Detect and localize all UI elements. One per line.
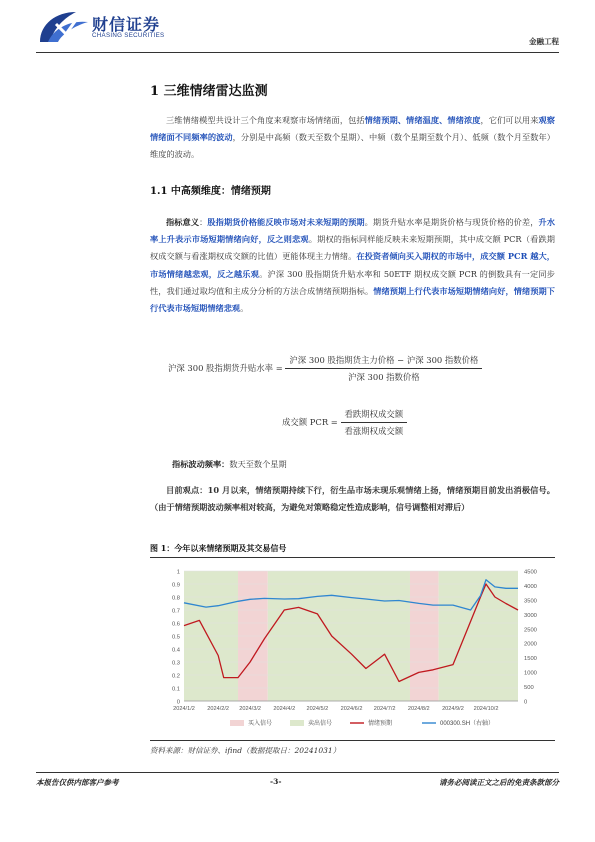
meaning-text-1: 。期货升贴水率是期货价格与现货价格的价差， bbox=[364, 217, 539, 227]
frequency-line bbox=[172, 459, 287, 470]
footer-divider bbox=[36, 772, 559, 773]
legend-swatch bbox=[230, 720, 244, 726]
meaning-label: 指标意义 bbox=[166, 217, 200, 227]
y-right-tick-label: 1500 bbox=[524, 656, 537, 663]
y-right-tick-label: 4500 bbox=[524, 569, 537, 576]
y-left-tick-label: 0.2 bbox=[171, 673, 180, 680]
legend-label: 买入信号 bbox=[248, 721, 273, 727]
figure-top-divider bbox=[150, 557, 555, 558]
view-text: 10 月以来，情绪预期持续下行，衍生品市场未现乐观情绪上扬，情绪预期目前发出消极信号。（由于情绪预期波动频率相对较高，为避免对策略稳定性造成影响，信号调整相对滞后） bbox=[150, 485, 555, 513]
x-tick-label: 2024/6/2 bbox=[340, 706, 363, 712]
view-label: 目前观点： bbox=[166, 485, 208, 495]
logo-text-en: CHASING SECURITIES bbox=[92, 32, 165, 39]
formula-pcr-fraction bbox=[341, 408, 408, 437]
intro-paragraph bbox=[150, 112, 555, 164]
company-logo-icon bbox=[36, 10, 90, 46]
formula-pcr-lhs: 成交额 PCR = bbox=[282, 417, 338, 427]
y-left-tick-label: 0.8 bbox=[171, 595, 180, 602]
x-tick-label: 2024/4/2 bbox=[273, 706, 296, 712]
meaning-colon: ： bbox=[199, 217, 208, 227]
subsection-title: 1.1 中高频维度：情绪预期 bbox=[150, 186, 271, 197]
y-left-tick-label: 0.5 bbox=[171, 634, 180, 641]
intro-text-1: 三维情绪模型共设计三个角度来观察市场情绪面，包括 bbox=[166, 115, 365, 125]
meaning-highlight-1: 股指期货价格能反映市场对未来短期的预期 bbox=[207, 217, 365, 227]
formula-pcr-numerator: 看跌期权成交额 bbox=[341, 408, 408, 423]
frequency-label: 指标波动频率： bbox=[172, 459, 230, 469]
y-left-tick-label: 0.3 bbox=[171, 660, 180, 667]
meaning-highlight-2: 升水率上升表示市场短期情绪向好，反之则悲观 bbox=[150, 217, 555, 245]
y-axis-right-labels bbox=[524, 570, 537, 706]
y-right-tick-label: 3500 bbox=[524, 598, 537, 605]
y-left-tick-label: 0.4 bbox=[171, 647, 180, 654]
intro-text-3: ，分别是中高频（数天至数个星期）、中频（数个星期至数个月）、低频（数个月至数年）维度的波动。 bbox=[150, 132, 555, 160]
meaning-text-4: 。 bbox=[240, 303, 249, 314]
figure-source: 资料来源：财信证券、ifind（数据提取日：20241031） bbox=[150, 746, 341, 755]
formula-pcr bbox=[282, 408, 407, 437]
figure-bottom-divider bbox=[150, 740, 555, 741]
footer-disclaimer-left: 本报告仅供内部客户参考 bbox=[36, 778, 119, 787]
y-left-tick-label: 0 bbox=[176, 699, 180, 706]
y-right-tick-label: 2000 bbox=[524, 641, 537, 648]
legend-label: 卖出信号 bbox=[308, 721, 333, 727]
view-paragraph bbox=[150, 482, 555, 516]
formula-basis-rate bbox=[168, 354, 482, 383]
x-tick-label: 2024/7/2 bbox=[373, 706, 396, 712]
header-category: 金融工程 bbox=[529, 37, 559, 46]
page-number: -3- bbox=[270, 777, 282, 786]
y-right-tick-label: 2500 bbox=[524, 627, 537, 634]
x-tick-label: 2024/8/2 bbox=[407, 706, 430, 712]
figure-title: 图 1：今年以来情绪预期及其交易信号 bbox=[150, 543, 287, 553]
y-right-tick-label: 4000 bbox=[524, 583, 537, 590]
frequency-value: 数天至数个星期 bbox=[229, 459, 287, 469]
x-tick-label: 2024/9/2 bbox=[442, 706, 464, 712]
formula-basis-denominator: 沪深 300 指数价格 bbox=[348, 372, 420, 382]
footer-disclaimer-right: 请务必阅读正文之后的免责条款部分 bbox=[439, 778, 559, 787]
x-tick-label: 2024/5/2 bbox=[306, 706, 329, 712]
section-title: 1 三维情绪雷达监测 bbox=[150, 84, 268, 99]
y-right-tick-label: 500 bbox=[524, 685, 534, 692]
meaning-paragraph bbox=[150, 214, 555, 317]
formula-pcr-denominator: 看涨期权成交额 bbox=[344, 426, 404, 436]
sentiment-chart bbox=[150, 559, 555, 737]
legend-swatch bbox=[290, 720, 304, 726]
formula-basis-numerator: 沪深 300 股指期货主力价格 − 沪深 300 指数价格 bbox=[285, 354, 482, 369]
legend-label: 000300.SH（右轴） bbox=[440, 721, 495, 727]
logo-text-cn: 财信证券 bbox=[92, 15, 161, 34]
meaning-text-3: 。沪深 300 股指期货升贴水率和 50ETF 期权成交额 PCR 的倒数具有一定同步性，我们通过取均值和主成分分析的方法合成情绪预期指标。 bbox=[150, 268, 555, 296]
y-left-tick-label: 0.6 bbox=[171, 621, 180, 628]
y-left-tick-label: 0.9 bbox=[171, 582, 180, 589]
y-right-tick-label: 1000 bbox=[524, 670, 537, 677]
chart-legend bbox=[230, 719, 494, 727]
x-tick-label: 2024/2/2 bbox=[207, 706, 230, 712]
x-tick-label: 2024/1/2 bbox=[173, 706, 195, 712]
y-left-tick-label: 0.7 bbox=[171, 608, 180, 615]
y-left-tick-label: 1 bbox=[176, 569, 180, 576]
meaning-text-2: 。期权的指标同样能反映未来短期预期，其中成交额 PCR（看跌期权成交额与看涨期权成交额的比值）更能体现主力情绪。 bbox=[150, 234, 555, 262]
x-tick-label: 2024/3/2 bbox=[239, 706, 262, 712]
intro-highlight-1: 情绪预期、情绪温度、情绪浓度 bbox=[364, 115, 481, 125]
formula-basis-fraction bbox=[285, 354, 482, 383]
x-axis-labels bbox=[173, 706, 498, 712]
y-right-tick-label: 0 bbox=[524, 699, 528, 706]
meaning-highlight-4: 情绪预期上行代表市场短期情绪向好，情绪预期下行代表市场短期情绪悲观 bbox=[150, 285, 555, 314]
legend-label: 情绪预期 bbox=[368, 721, 393, 727]
y-left-tick-label: 0.1 bbox=[171, 686, 180, 693]
meaning-highlight-3: 在投资者倾向买入期权的市场中，成交额 PCR 越大，市场情绪越悲观，反之越乐观 bbox=[150, 251, 555, 279]
y-axis-left-labels bbox=[172, 570, 181, 706]
x-tick-label: 2024/10/2 bbox=[473, 706, 499, 712]
y-right-tick-label: 3000 bbox=[524, 612, 537, 619]
header-divider bbox=[36, 52, 559, 53]
intro-text-2: ，它们可以用来 bbox=[480, 115, 539, 125]
intro-highlight-2: 观察情绪面不同频率的波动 bbox=[150, 115, 555, 143]
formula-basis-lhs: 沪深 300 股指期货升贴水率 = bbox=[168, 363, 283, 373]
